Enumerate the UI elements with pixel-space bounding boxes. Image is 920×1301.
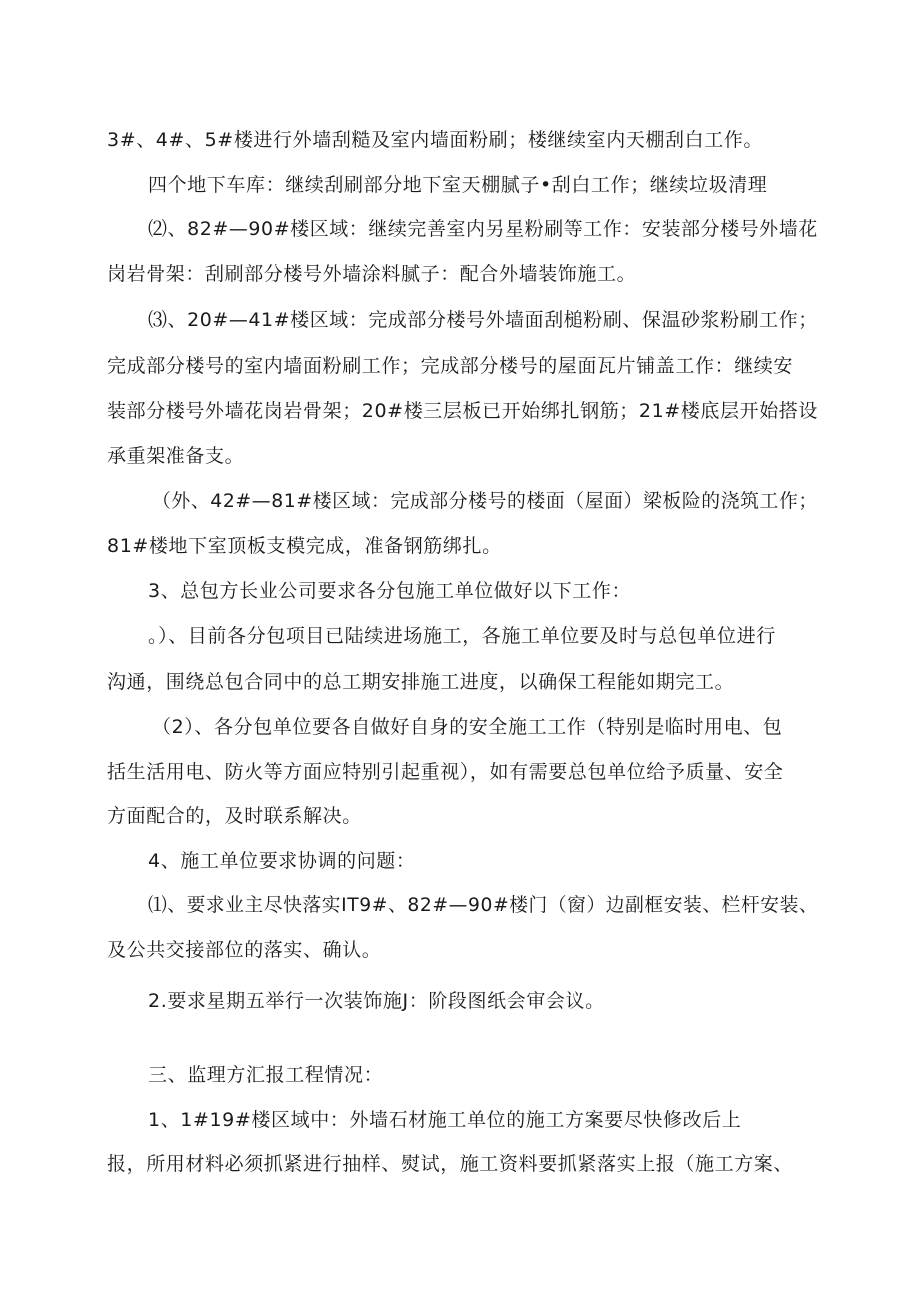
- text-line-19: 及公共交接部位的落实、确认。: [107, 939, 382, 961]
- text-line-21: 三、监理方汇报工程情况：: [148, 1064, 384, 1086]
- text-line-18: ⑴、要求业主尽快落实IT9#、82#—90#楼门（窗）边副框安装、栏杆安装、: [148, 894, 819, 916]
- text-line-22: 1、1#19#楼区域中：外墙石材施工单位的施工方案要尽快修改后上: [148, 1109, 742, 1131]
- text-line-17: 4、施工单位要求协调的问题：: [148, 850, 416, 872]
- text-line-7: 装部分楼号外墙花岗岩骨架；20#楼三层板已开始绑扎钢筋；21#楼底层开始搭设: [107, 400, 818, 422]
- text-line-6: 完成部分楼号的室内墙面粉刷工作；完成部分楼号的屋面瓦片铺盖工作：继续安: [107, 355, 794, 377]
- text-line-2: 四个地下车库：继续刮刷部分地下室天棚腻子•刮白工作；继续垃圾清理: [148, 174, 768, 196]
- text-line-9: （外、42#—81#楼区域：完成部分楼号的楼面（屋面）梁板险的浇筑工作；: [152, 490, 818, 512]
- text-line-10: 81#楼地下室顶板支模完成，准备钢筋绑扎。: [107, 535, 502, 557]
- text-line-15: 括生活用电、防火等方面应特别引起重视），如有需要总包单位给予质量、安全: [107, 761, 784, 783]
- text-line-13: 沟通，围绕总包合同中的总工期安排施工进度，以确保工程能如期完工。: [107, 671, 735, 693]
- text-line-8: 承重架准备支。: [107, 445, 245, 467]
- text-line-16: 方面配合的，及时联系解决。: [107, 805, 362, 827]
- text-line-23: 报，所用材料必须抓紧进行抽样、熨试，施工资料要抓紧落实上报（施工方案、: [107, 1153, 794, 1175]
- text-line-1: 3#、4#、5#楼进行外墙刮糙及室内墙面粉刷；楼继续室内天棚刮白工作。: [107, 129, 764, 151]
- text-line-12: 。）、目前各分包项目已陆续进场施工，各施工单位要及时与总包单位进行: [148, 625, 776, 647]
- text-line-3: ⑵、82#—90#楼区域：继续完善室内另星粉刷等工作：安装部分楼号外墙花: [148, 218, 818, 240]
- text-line-5: ⑶、20#—41#楼区域：完成部分楼号外墙面刮槌粉刷、保温砂浆粉刷工作；: [148, 309, 818, 331]
- text-line-14: （2）、各分包单位要各自做好自身的安全施工工作（特别是临时用电、包: [152, 716, 783, 738]
- text-line-4: 岗岩骨架：刮刷部分楼号外墙涂料腻子：配合外墙装饰施工。: [107, 263, 637, 285]
- text-line-11: 3、总包方长业公司要求各分包施工单位做好以下工作：: [148, 580, 632, 602]
- text-line-20: 2.要求星期五举行一次装饰施J：阶段图纸会审会议。: [148, 990, 605, 1012]
